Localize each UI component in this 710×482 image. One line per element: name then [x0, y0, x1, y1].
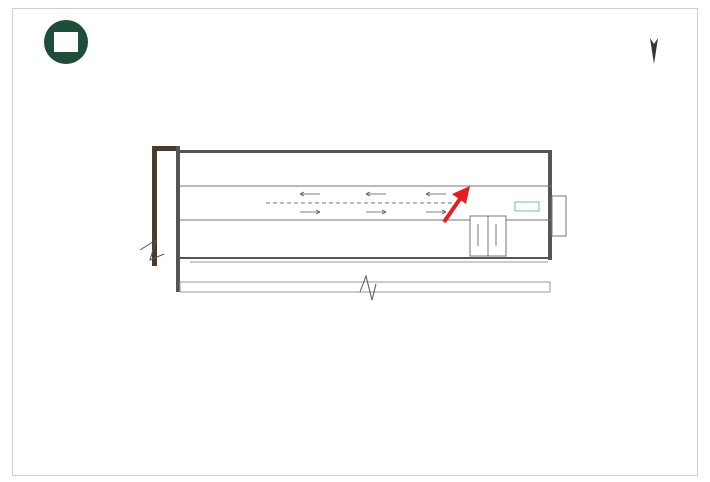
wall: [176, 146, 180, 292]
level-mark-box: [515, 202, 539, 211]
wall: [548, 150, 552, 260]
outer-slab: [180, 282, 550, 292]
wall: [152, 146, 157, 266]
stair: [552, 196, 566, 236]
break-mark: [360, 276, 376, 300]
wall: [180, 150, 552, 153]
highlight-arrow: [444, 186, 470, 222]
